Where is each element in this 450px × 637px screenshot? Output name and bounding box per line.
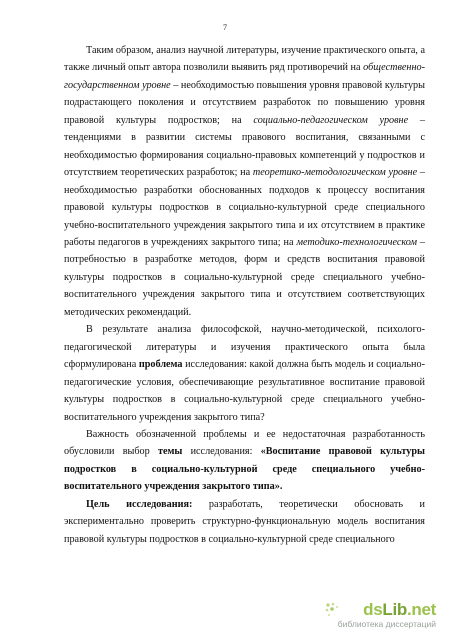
dslib-watermark	[326, 601, 436, 631]
logo-part: Lib	[382, 600, 407, 619]
dslib-logo	[363, 601, 436, 619]
paragraph-problem	[64, 321, 425, 426]
italic-term: общественно-государственном уровне	[64, 62, 425, 91]
italic-term: теоретико-методологическом уровне	[252, 167, 418, 179]
text-run: разработать, теоретически обосновать и экспериментально проверить структурно-функциональную модель воспитания правовой культуры подростков в социально-культурной среде специального	[64, 498, 425, 545]
text-run: исследования: какой должна быть модель и социально-педагогические условия, обеспечивающие результативное воспитание правовой культуры подростков в социально-культурной среде специального учебно-воспитательного учреждения закрытого типа?	[64, 359, 425, 423]
bold-term: Цель исследования:	[86, 498, 193, 510]
bold-term: темы	[157, 446, 183, 458]
paragraph-topic	[64, 426, 425, 496]
document-body	[64, 42, 425, 548]
text-run: В результате анализа философской, научно-методической, психолого-педагогической литературы и изучения практического опыта была сформулирована	[64, 324, 425, 371]
text-run: – необходимостью разработки обоснованных подходов к процессу воспитания правовой культуры подростков в социально-культурной среде специального учебно-воспитательного учреждения закрытого типа и их отсутствием в практике работы педагогов в учреждениях закрытого типа; на	[64, 167, 425, 248]
italic-term: социально-педагогическом уровне	[253, 114, 409, 126]
text-run: – необходимостью повышения уровня правовой культуры подрастающего поколения и отсутствием разработок по повышению уровня правовой культуры подростков; на	[64, 79, 425, 126]
text-run: исследования:	[182, 446, 261, 458]
text-run: – потребностью в разработке методов, форм и средств воспитания правовой культуры подростков в социально-культурной среде специального учебно-воспитательного учреждения закрытого типа и отсутствием соответствующих методических рекомендаций.	[64, 236, 426, 318]
bold-term: проблема	[138, 359, 183, 371]
logo-part: .net	[406, 600, 436, 619]
logo-part: ds	[363, 600, 383, 619]
paragraph-goal	[64, 496, 425, 548]
paragraph-contradictions	[64, 42, 425, 321]
dots-icon	[324, 601, 346, 619]
page-number: 7	[223, 23, 227, 32]
text-run: Таким образом, анализ научной литературы, изучение практического опыта, а также личный опыт автора позволили выявить ряд противоречий на	[64, 45, 425, 74]
watermark-caption: библиотека диссертаций	[337, 619, 436, 629]
text-run: – тенденциями в развитии системы правового воспитания, связанными с необходимостью формирования социально-правовых компетенций у подростков и отсутствием теоретических разработок; на	[64, 114, 426, 179]
bold-topic-title: «Воспитание правовой культуры подростков в социально-культурной среде специального учебно-воспитательного учреждения закрытого типа».	[64, 446, 425, 493]
italic-term: методико-технологическом	[296, 236, 417, 248]
text-run: Важность обозначенной проблемы и ее недостаточная разработанность обусловили выбор	[64, 428, 425, 458]
